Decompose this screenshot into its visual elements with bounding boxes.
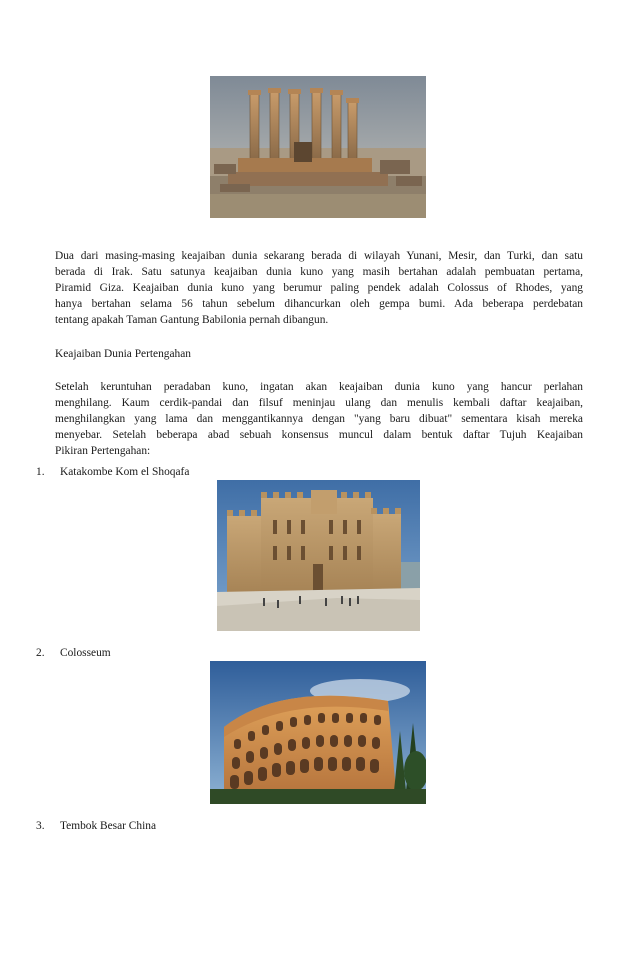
paragraph-middle-ages	[55, 379, 583, 459]
list-item	[36, 820, 156, 832]
list-number: 1.	[36, 466, 45, 478]
list-label: Tembok Besar China	[60, 820, 157, 832]
list-number: 3.	[36, 820, 45, 832]
paragraph-line: hanya bertahan selama 56 tahun sebelum dihancurkan oleh gempa bumi. Ada beberapa perdebatan	[55, 298, 583, 310]
paragraph-line: Piramid Giza. Keajaiban dunia kuno yang berumur paling pendek adalah Colossus of Rhodes, yang	[55, 282, 583, 294]
paragraph-line: tentang apakah Taman Gantung Babilonia pernah dibangun.	[55, 314, 329, 326]
list-number: 2.	[36, 647, 45, 659]
fortress-photo	[217, 480, 420, 631]
colosseum-photo	[210, 661, 426, 804]
paragraph-line: Setelah keruntuhan peradaban kuno, ingatan akan keajaiban dunia kuno yang hancur perlahan	[55, 381, 583, 393]
paragraph-line: menghilangkan yang lama dan menggantikannya dengan "yang baru dibuat" sementara kisah mereka	[55, 413, 583, 425]
paragraph-wonders-intro	[55, 248, 583, 328]
paragraph-line: menghilang. Kaum cerdik-pandai dan filsuf meninjau ulang dan menulis kembali daftar keajaiban,	[55, 397, 583, 409]
paragraph-line: berada di Irak. Satu satunya keajaiban dunia kuno yang masih bertahan adalah pembuatan pertama,	[55, 266, 583, 278]
list-item	[36, 466, 189, 478]
paragraph-line: Dua dari masing-masing keajaiban dunia sekarang berada di wilayah Yunani, Mesir, dan Turki, dan satu	[55, 250, 583, 262]
paragraph-line: menyebar. Setelah beberapa abad sebuah konsensus muncul dalam bentuk daftar Tujuh Keajaiban	[55, 429, 583, 441]
temple-ruins-photo	[210, 76, 426, 218]
paragraph-line: Pikiran Pertengahan:	[55, 445, 151, 457]
list-item	[36, 647, 111, 659]
list-label: Colosseum	[60, 647, 111, 659]
list-label: Katakombe Kom el Shoqafa	[60, 466, 190, 478]
section-heading: Keajaiban Dunia Pertengahan	[55, 348, 191, 360]
